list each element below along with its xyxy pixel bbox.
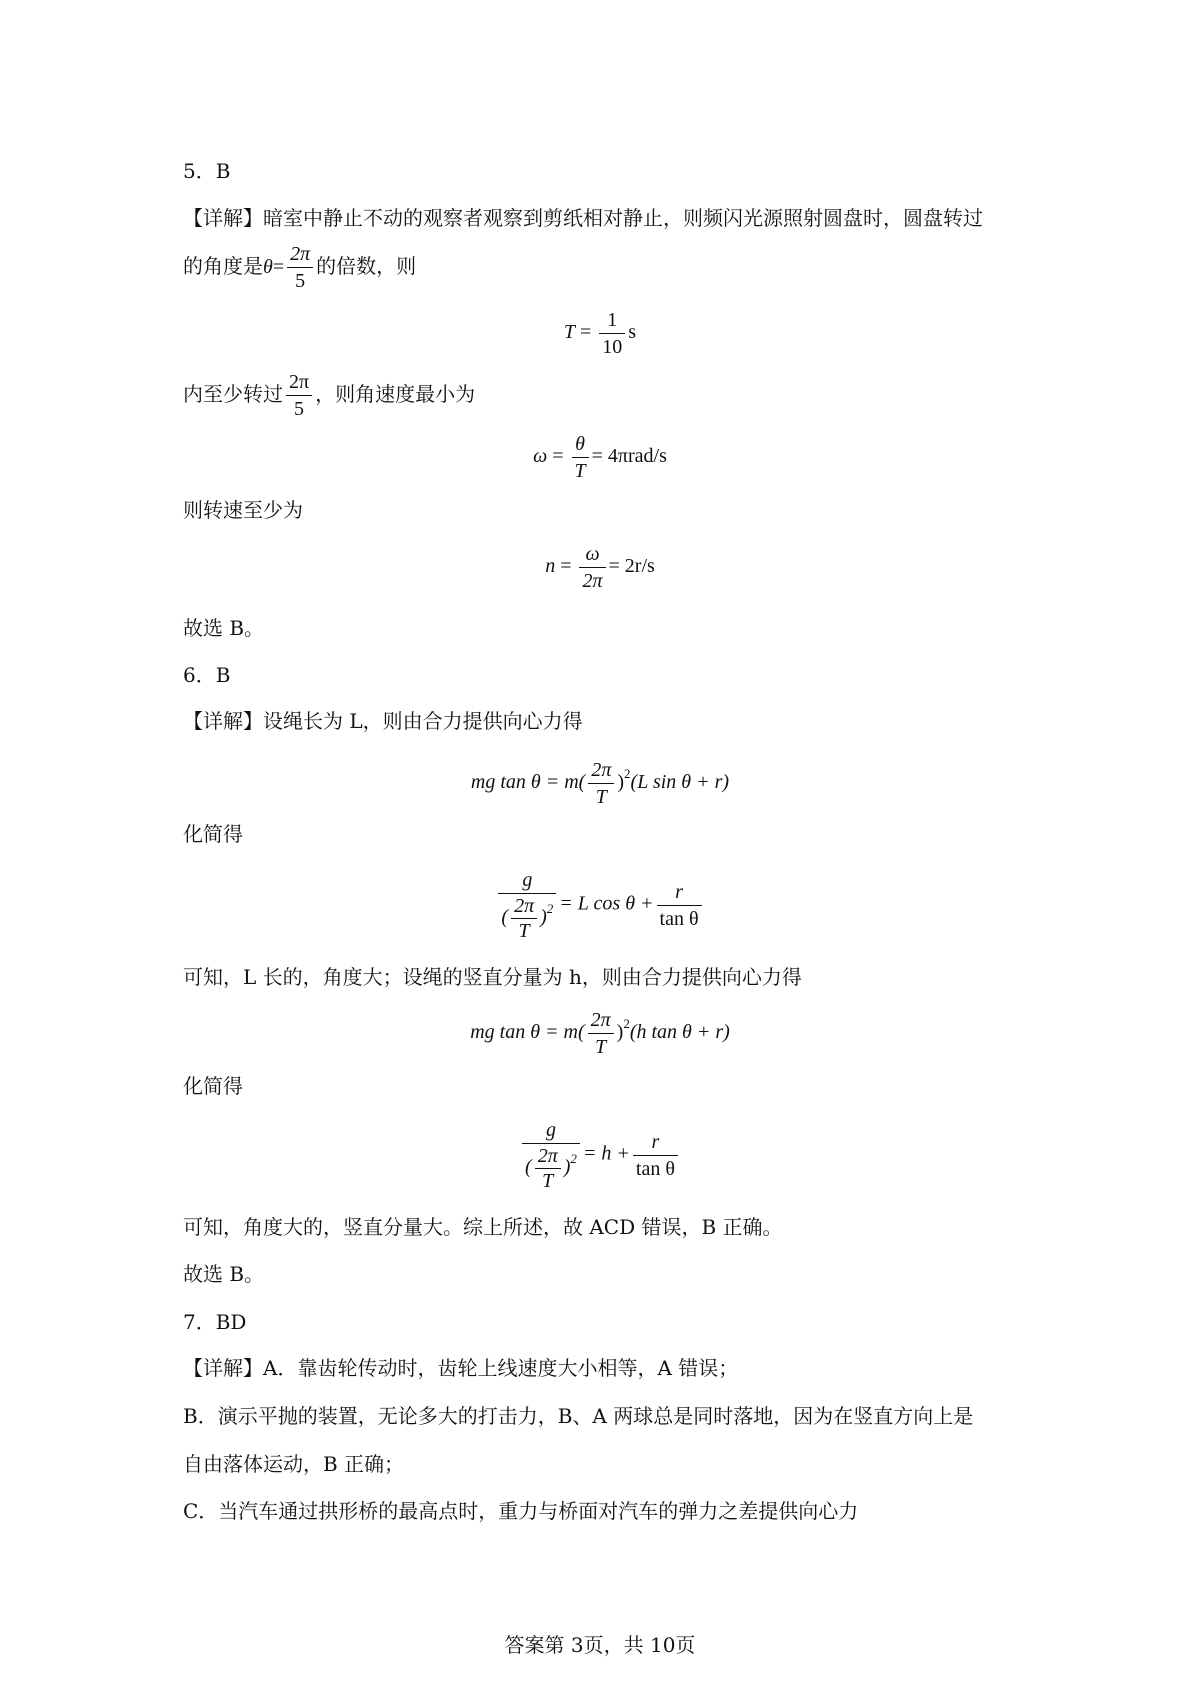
eq-rhs: = 2r/s (608, 555, 655, 578)
fraction-denominator: 2π (582, 570, 603, 592)
q6-conclusion: 故选 B。 (183, 1262, 265, 1286)
eq-lhs: n (545, 555, 556, 578)
fraction-denominator: 5 (294, 398, 305, 420)
q7-answer: 7．BD (183, 1310, 247, 1334)
fraction-numerator: 2π (588, 758, 614, 784)
eq-lhs: mg tan θ = m( (470, 771, 586, 794)
fraction-numerator: 1 (599, 308, 625, 334)
q5-line2-suffix: 的倍数，则 (316, 254, 417, 278)
fraction-theta-over-T (572, 432, 589, 483)
q5-line3-prefix: 内至少转过 (183, 382, 283, 406)
fraction-numerator: g (522, 1118, 580, 1144)
paren-close: ) (540, 906, 547, 929)
eq-middle: = h + (582, 1142, 630, 1165)
fraction-denominator: 5 (295, 270, 306, 292)
fraction-numerator: θ (572, 432, 589, 458)
inner-numerator: 2π (535, 1145, 561, 1169)
exponent: 2 (624, 766, 631, 782)
fraction-numerator: ω (579, 542, 605, 568)
q5-detail-line1: 【详解】暗室中静止不动的观察者观察到剪纸相对静止，则频闪光源照射圆盘时，圆盘转过 (183, 206, 983, 230)
q7-detail-line2: B．演示平抛的装置，无论多大的打击力，B、A 两球总是同时落地，因为在竖直方向上是 (183, 1404, 974, 1428)
fraction-denominator: T (574, 460, 586, 482)
fraction-numerator: 2π (287, 242, 313, 268)
eq-rhs: (h tan θ + r) (629, 1021, 730, 1044)
eq-rhs: = 4πrad/s (591, 445, 667, 468)
q7-detail-line1: 【详解】A．靠齿轮传动时，齿轮上线速度大小相等，A 错误； (183, 1356, 739, 1380)
fraction-denominator (522, 1144, 580, 1192)
eq-unit: s (628, 321, 637, 344)
fraction-numerator: r (657, 880, 702, 906)
paren-open: ( (525, 1156, 532, 1179)
fraction-denominator: tan θ (659, 907, 699, 930)
fraction-g-over-omega-squared (498, 868, 556, 942)
q7-detail-line4: C．当汽车通过拱形桥的最高点时，重力与桥面对汽车的弹力之差提供向心力 (183, 1499, 859, 1523)
fraction-denominator: 10 (602, 336, 623, 358)
fraction-1-over-10 (599, 308, 625, 359)
fraction-denominator (498, 894, 556, 942)
fraction-g-over-omega-squared (522, 1118, 580, 1192)
q5-detail-line2 (183, 242, 416, 293)
equation-centripetal-2: mg tan θ = m( $\frac{2\pi}{T}$ )$^2$(h tan θ + r) (470, 1009, 730, 1058)
q5-detail-line3 (183, 370, 475, 421)
q6-detail-line2: 可知，L 长的，角度大；设绳的竖直分量为 h，则由合力提供向心力得 (183, 965, 802, 989)
equation-centripetal-1: mg tan θ = m( $\frac{2\pi}{T}$ )$^2$(L sin θ + r) (470, 759, 730, 808)
fraction-r-over-tan (633, 1130, 678, 1181)
q5-detail-line4: 则转速至少为 (183, 498, 303, 522)
q5-line3-suffix: ，则角速度最小为 (315, 382, 476, 406)
q5-conclusion: 故选 B。 (183, 616, 265, 640)
q6-simplify-2: 化简得 (183, 1074, 243, 1098)
fraction-2pi-over-T (588, 1008, 614, 1059)
fraction-numerator: 2π (286, 370, 312, 396)
q6-detail-line1: 【详解】设绳长为 L，则由合力提供向心力得 (183, 709, 583, 733)
inner-fraction (535, 1145, 561, 1192)
equation-simplified-2 (0, 1118, 1200, 1192)
eq-lhs: mg tan θ = m( (470, 1021, 585, 1044)
q5-line2-prefix: 的角度是 (183, 254, 263, 278)
exponent: 2 (623, 1016, 630, 1032)
inner-denominator: T (542, 1170, 554, 1192)
fraction-numerator: 2π (588, 1008, 614, 1034)
exponent: 2 (570, 1151, 577, 1167)
q6-simplify-1: 化简得 (183, 822, 243, 846)
equation-period: T = $\frac{1}{10}$ s (563, 309, 637, 358)
equation-rotation-speed: n = $\frac{\omega}{2\pi}$ = 2r/s (545, 543, 655, 592)
eq-lhs: ω (533, 445, 548, 468)
fraction-2pi-over-5 (287, 242, 313, 293)
equation-angular-velocity: ω = $\frac{\theta}{T}$ = 4πrad/s (533, 433, 667, 482)
paren-open: ( (501, 906, 509, 929)
equation-simplified-1 (0, 868, 1200, 942)
q6-answer: 6．B (183, 663, 231, 687)
exponent: 2 (546, 901, 554, 917)
fraction-numerator: g (498, 868, 556, 894)
inner-denominator: T (518, 920, 530, 942)
inner-fraction (511, 895, 537, 942)
paren-close: ) (563, 1156, 571, 1179)
page-footer: 答案第 3页，共 10页 (504, 1633, 696, 1657)
eq-middle: = L cos θ + (559, 892, 654, 915)
eq-rhs: (L sin θ + r) (630, 771, 730, 794)
equals-sign: = (272, 256, 285, 278)
eq-lhs: T (563, 321, 576, 344)
q6-detail-line3: 可知，角度大的，竖直分量大。综上所述，故 ACD 错误，B 正确。 (183, 1215, 783, 1239)
fraction-denominator: tan θ (635, 1157, 675, 1180)
q7-detail-line3: 自由落体运动，B 正确； (183, 1452, 405, 1476)
fraction-numerator: r (633, 1130, 678, 1156)
fraction-2pi-over-T (588, 758, 614, 809)
fraction-denominator: T (595, 1036, 607, 1058)
q5-answer: 5．B (183, 159, 231, 183)
fraction-omega-over-2pi (579, 542, 605, 593)
fraction-2pi-over-5 (286, 370, 312, 421)
theta-symbol: θ (263, 256, 273, 278)
fraction-denominator: T (595, 786, 607, 808)
fraction-r-over-tan (657, 880, 702, 931)
inner-numerator: 2π (511, 895, 537, 919)
